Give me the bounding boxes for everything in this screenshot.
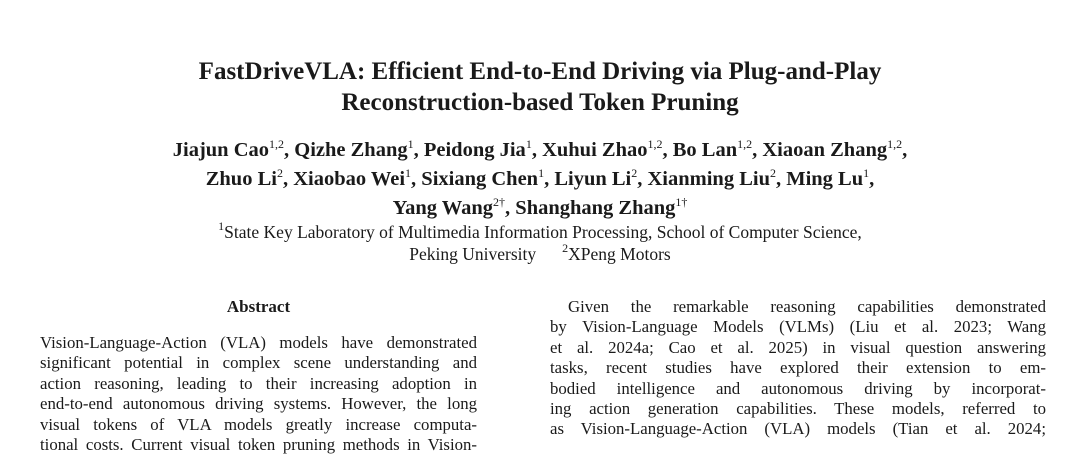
intro-line: tasks, recent studies have explored their extension to em- bbox=[550, 358, 1046, 378]
author-line-2 bbox=[0, 165, 1080, 194]
author-separator: , bbox=[284, 139, 295, 161]
author-affil-mark: 1 bbox=[407, 137, 414, 151]
abstract-line: end-to-end autonomous driving systems. However, the long bbox=[40, 394, 477, 414]
author-line-1 bbox=[0, 136, 1080, 165]
affiliation-mark: 1 bbox=[218, 219, 225, 233]
author-affil-mark: 1,2 bbox=[737, 137, 753, 151]
author-separator: , bbox=[869, 168, 875, 190]
author-name: Ming Lu bbox=[786, 168, 864, 190]
author-name: Xuhui Zhao bbox=[542, 139, 648, 161]
title-line-1: FastDriveVLA: Efficient End-to-End Driving via Plug-and-Play bbox=[198, 58, 882, 85]
author-affil-mark: 1 bbox=[538, 166, 545, 180]
author-affil-mark: 2 bbox=[631, 166, 638, 180]
author-separator: , bbox=[531, 139, 543, 161]
author-separator: , bbox=[637, 168, 648, 190]
abstract-line: visual tokens of VLA models greatly increase computa- bbox=[40, 414, 477, 434]
intro-line: bodied intelligence and autonomous driving by incorporat- bbox=[550, 378, 1046, 398]
affiliation-1-text: State Key Laboratory of Multimedia Information Processing, School of Computer Science, bbox=[224, 222, 862, 242]
author-affil-mark: 1,2 bbox=[269, 137, 285, 151]
author-name: Bo Lan bbox=[672, 139, 738, 161]
intro-line: ing action generation capabilities. These models, referred to bbox=[550, 399, 1046, 419]
author-name: Xiaoan Zhang bbox=[762, 139, 888, 161]
author-name: Liyun Li bbox=[554, 168, 632, 190]
intro-line: Given the remarkable reasoning capabilities demonstrated bbox=[568, 297, 1046, 316]
abstract-line: tional costs. Current visual token pruning methods in Vision- bbox=[40, 435, 477, 455]
author-affil-mark: 2† bbox=[493, 195, 506, 209]
author-separator: , bbox=[282, 168, 294, 190]
author-affil-mark: 2 bbox=[276, 166, 283, 180]
paper-title bbox=[0, 56, 1080, 118]
author-affil-mark: 1,2 bbox=[647, 137, 663, 151]
author-separator: , bbox=[752, 139, 763, 161]
author-separator: , bbox=[775, 168, 787, 190]
author-separator: , bbox=[902, 139, 908, 161]
author-name: Sixiang Chen bbox=[421, 168, 539, 190]
author-affil-mark: 1† bbox=[675, 195, 688, 209]
author-name: Peidong Jia bbox=[423, 139, 526, 161]
abstract-line: action reasoning, leading to their increasing adoption in bbox=[40, 373, 477, 393]
affiliation-line-1 bbox=[0, 221, 1080, 243]
affiliation-2-text: XPeng Motors bbox=[568, 244, 671, 264]
author-separator: , bbox=[413, 139, 424, 161]
intro-line: as Vision-Language-Action (VLA) models (Tian et al. 2024; bbox=[550, 419, 1046, 439]
author-affil-mark: 2 bbox=[769, 166, 776, 180]
affiliation-line-2 bbox=[0, 243, 1080, 265]
author-affil-mark: 1 bbox=[863, 166, 870, 180]
author-line-3 bbox=[0, 194, 1080, 223]
affiliation-mark: 2 bbox=[562, 241, 569, 255]
author-name: Qizhe Zhang bbox=[294, 139, 408, 161]
author-separator: , bbox=[544, 168, 555, 190]
author-separator: , bbox=[411, 168, 422, 190]
abstract-line: significant potential in complex scene understanding and bbox=[40, 353, 477, 373]
affiliation-1-continued: Peking University bbox=[409, 244, 537, 264]
introduction-body bbox=[550, 297, 1046, 440]
author-affil-mark: 1 bbox=[525, 137, 532, 151]
author-affil-mark: 1,2 bbox=[887, 137, 903, 151]
author-separator: , bbox=[505, 197, 516, 219]
intro-line: et al. 2024a; Cao et al. 2025) in visual question answering bbox=[550, 337, 1046, 357]
author-name: Shanghang Zhang bbox=[515, 197, 676, 219]
affiliations bbox=[0, 221, 1080, 265]
author-list bbox=[0, 136, 1080, 223]
author-name: Xianming Liu bbox=[647, 168, 770, 190]
title-line-2: Reconstruction-based Token Pruning bbox=[341, 89, 739, 116]
abstract-line: Vision-Language-Action (VLA) models have demonstrated bbox=[40, 333, 477, 352]
intro-line: by Vision-Language Models (VLMs) (Liu et al. 2023; Wang bbox=[550, 317, 1046, 337]
author-name: Yang Wang bbox=[392, 197, 494, 219]
author-name: Zhuo Li bbox=[205, 168, 277, 190]
abstract-heading: Abstract bbox=[226, 297, 291, 316]
author-affil-mark: 1 bbox=[405, 166, 412, 180]
author-name: Xiaobao Wei bbox=[293, 168, 406, 190]
author-separator: , bbox=[662, 139, 673, 161]
author-name: Jiajun Cao bbox=[172, 139, 270, 161]
abstract-body bbox=[40, 333, 477, 455]
